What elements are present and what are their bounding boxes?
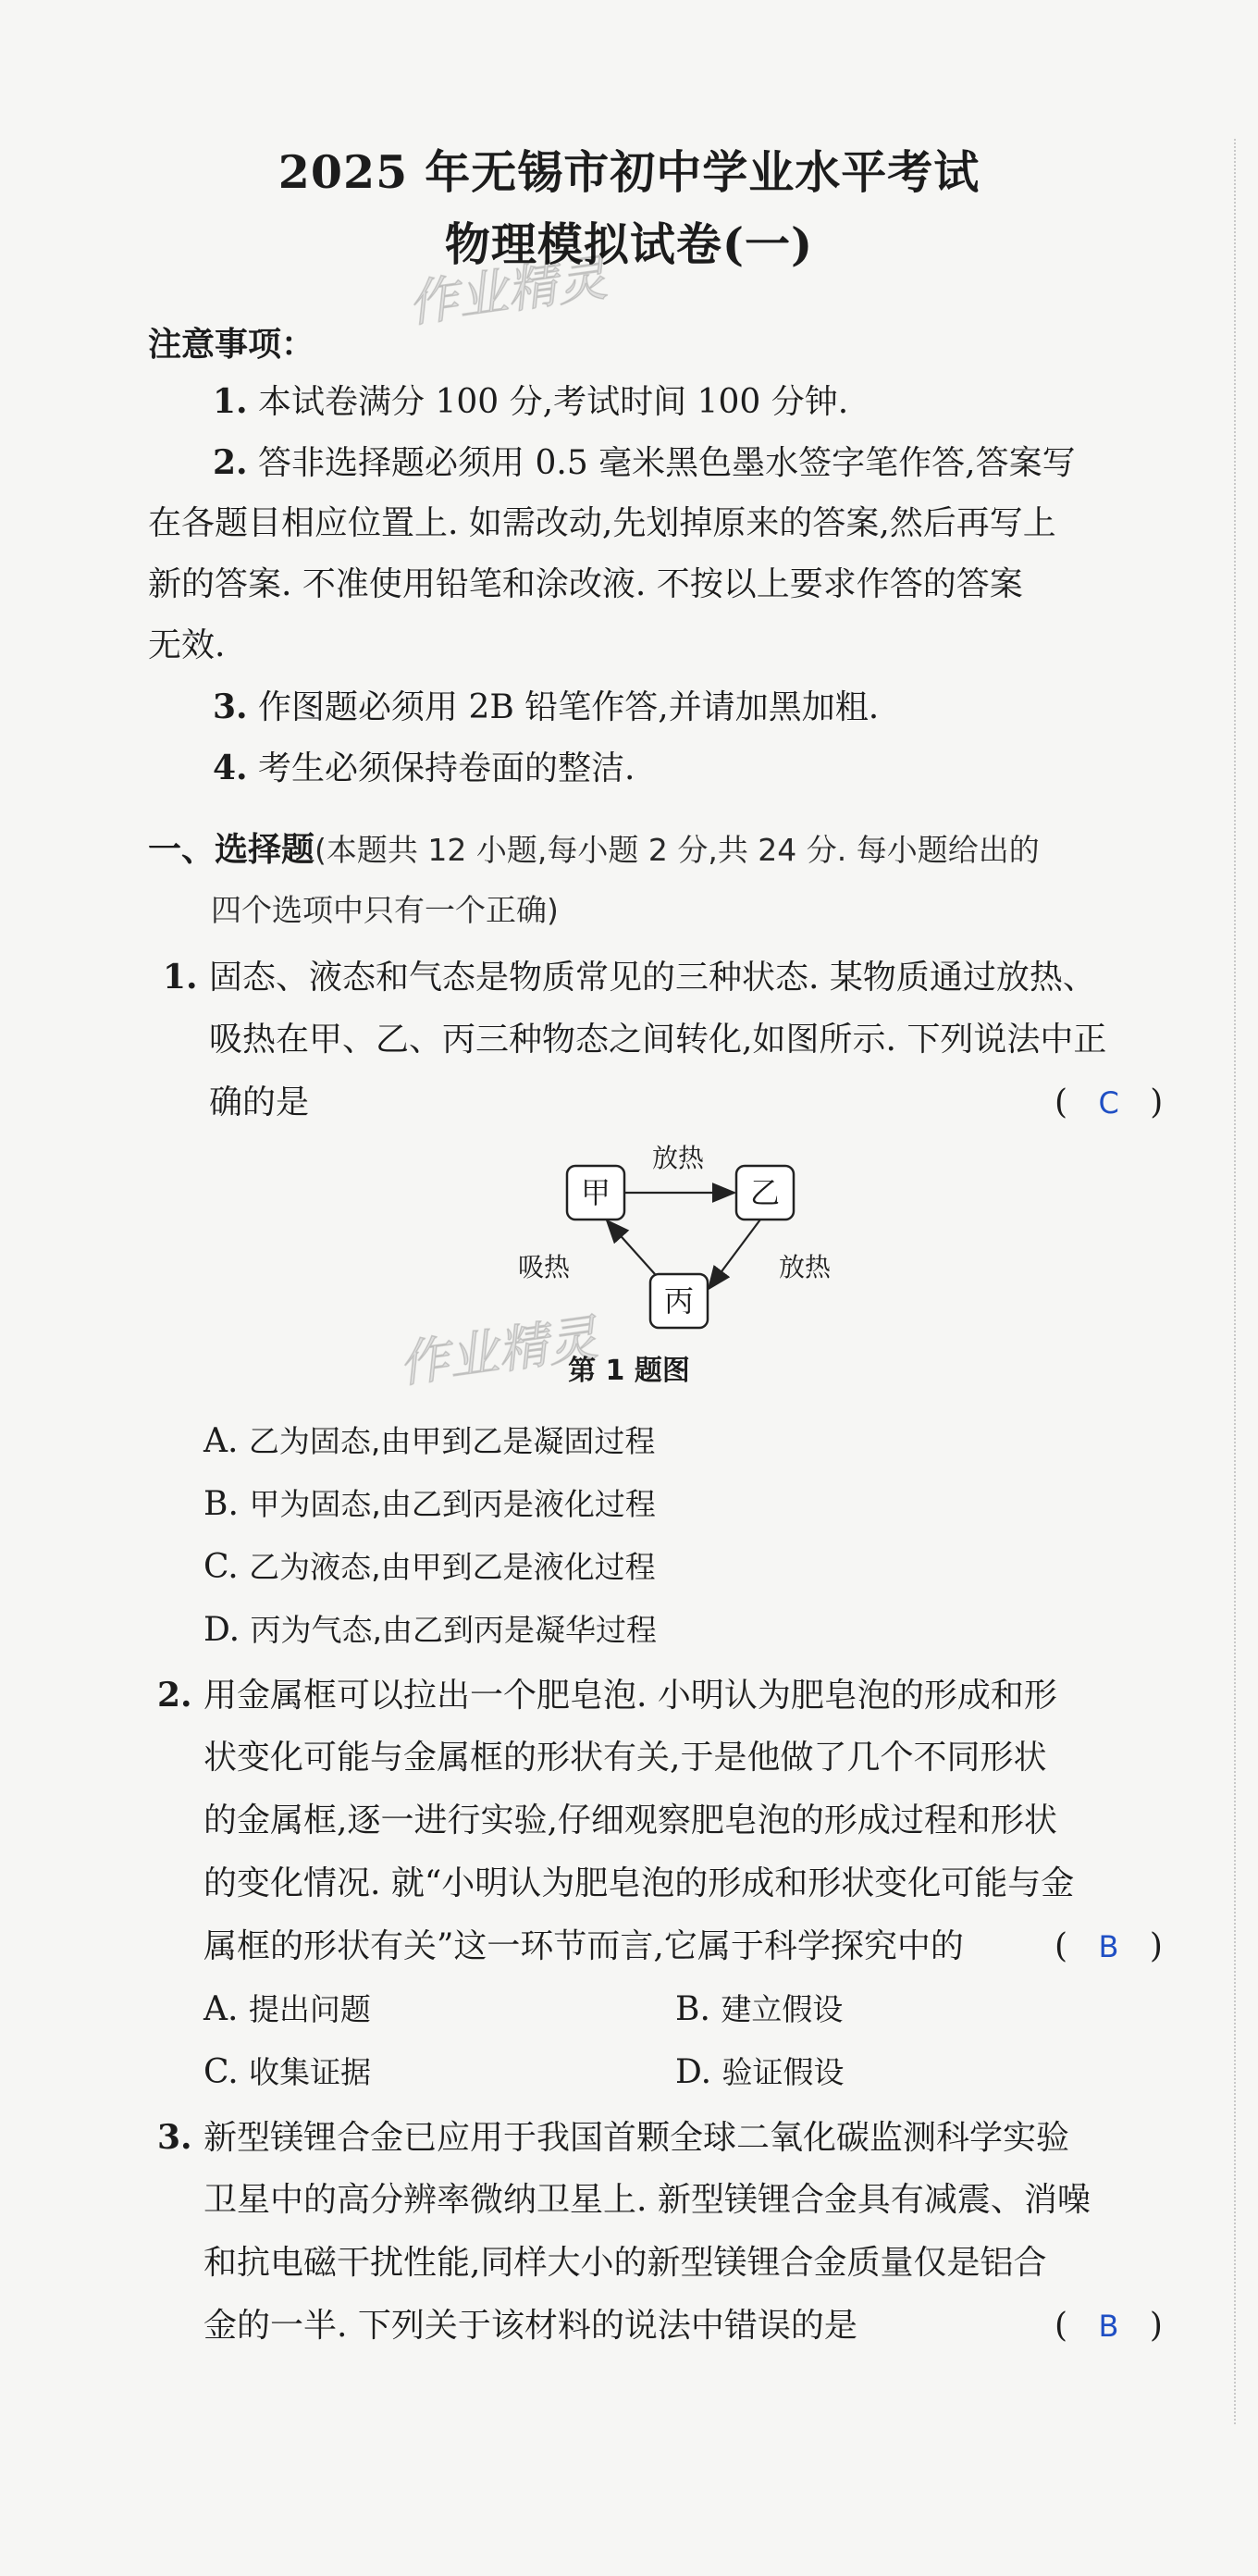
answer-slot	[1054, 1926, 1163, 1967]
notice-item-3	[213, 687, 879, 728]
paren-close: )	[1149, 1927, 1163, 1965]
option-letter: D.	[204, 1611, 240, 1649]
option-text: 乙为液态,由甲到乙是液化过程	[249, 1549, 656, 1585]
node-a-label: 甲	[580, 1175, 611, 1210]
option-text: 提出问题	[248, 1991, 371, 2027]
notice-item-num: 3.	[213, 687, 248, 726]
notice-item-num: 2.	[213, 443, 248, 482]
option-d	[204, 1610, 657, 1651]
label-b-to-c: 放热	[779, 1252, 832, 1282]
option-text: 收集证据	[249, 2054, 372, 2090]
option-letter: B.	[204, 1485, 239, 1523]
option-text: 建立假设	[721, 1991, 844, 2027]
watermark-logo: 作业精灵	[404, 248, 610, 334]
notice-item-text: 考生必须保持卷面的整洁.	[258, 749, 635, 787]
section-heading	[148, 829, 1040, 871]
question-1	[163, 957, 1096, 998]
node-b-label: 乙	[749, 1175, 781, 1210]
question-2-cont: 属框的形状有关”这一环节而言,它属于科学探究中的	[204, 1927, 964, 1965]
margin-rule	[1234, 139, 1236, 2424]
answer-slot	[1054, 1083, 1163, 1123]
notice-item-text: 本试卷满分 100 分,考试时间 100 分钟.	[258, 383, 849, 421]
option-text: 乙为固态,由甲到乙是凝固过程	[248, 1423, 656, 1459]
notice-item-text: 答非选择题必须用 0.5 毫米黑色墨水签字笔作答,答案写	[258, 444, 1076, 482]
question-text: 用金属框可以拉出一个肥皂泡. 小明认为肥皂泡的形成和形	[204, 1677, 1057, 1715]
option-letter: C.	[204, 2053, 239, 2091]
option-text: 丙为气态,由乙到丙是凝华过程	[250, 1612, 657, 1648]
node-c-label: 丙	[663, 1283, 695, 1319]
question-text: 新型镁锂合金已应用于我国首颗全球二氧化碳监测科学实验	[204, 2119, 1070, 2157]
option-b	[204, 1484, 656, 1525]
question-3-cont: 卫星中的高分辨率微纳卫星上. 新型镁锂合金具有减震、消噪	[204, 2181, 1091, 2219]
answer-letter: B	[1098, 2309, 1119, 2344]
exam-subtitle: 物理模拟试卷(一)	[444, 217, 814, 271]
arrow-b-to-c	[709, 1220, 760, 1289]
option-letter: A.	[204, 1422, 239, 1460]
option-c	[204, 2052, 371, 2093]
question-2-cont: 状变化可能与金属框的形状有关,于是他做了几个不同形状	[204, 1739, 1047, 1777]
question-num: 2.	[157, 1676, 192, 1715]
section-label: 一、选择题	[148, 830, 315, 869]
section-desc: (本题共 12 小题,每小题 2 分,共 24 分. 每小题给出的	[314, 832, 1040, 868]
option-a	[204, 1989, 371, 2030]
question-text: 固态、液态和气态是物质常见的三种状态. 某物质通过放热、	[209, 959, 1096, 997]
option-text: 甲为固态,由乙到丙是液化过程	[249, 1486, 656, 1522]
option-letter: D.	[675, 2053, 712, 2091]
paren-open: (	[1054, 1927, 1068, 1965]
option-a	[204, 1421, 655, 1462]
paren-close: )	[1150, 1084, 1164, 1121]
paren-open: (	[1054, 1084, 1068, 1121]
figure-caption: 第 1 题图	[568, 1355, 690, 1387]
paren-close: )	[1149, 2307, 1163, 2345]
question-3-cont: 和抗电磁干扰性能,同样大小的新型镁锂合金质量仅是铝合	[204, 2244, 1047, 2282]
answer-slot	[1054, 2306, 1163, 2347]
option-c	[204, 1547, 656, 1588]
notice-item-text: 作图题必须用 2B 铅笔作答,并请加黑加粗.	[258, 688, 880, 726]
option-d	[675, 2052, 844, 2093]
notice-item-1	[213, 381, 848, 423]
notice-item-num: 4.	[213, 749, 248, 787]
label-c-to-a: 吸热	[518, 1252, 571, 1282]
paren-open: (	[1054, 2307, 1068, 2345]
answer-letter: B	[1098, 1929, 1119, 1964]
question-3-cont: 金的一半. 下列关于该材料的说法中错误的是	[204, 2307, 857, 2345]
notice-item-2-cont: 在各题目相应位置上. 如需改动,先划掉原来的答案,然后再写上	[148, 504, 1056, 542]
question-num: 1.	[163, 958, 198, 997]
option-letter: C.	[204, 1548, 239, 1586]
notice-item-2	[213, 442, 1076, 484]
option-b	[675, 1989, 843, 2030]
section-desc-cont: 四个选项中只有一个正确)	[211, 892, 559, 928]
arrow-c-to-a	[607, 1220, 655, 1274]
question-2-cont: 的金属框,逐一进行实验,仔细观察肥皂泡的形成过程和形状	[204, 1802, 1057, 1839]
option-text: 验证假设	[722, 2054, 845, 2090]
answer-letter: C	[1098, 1085, 1119, 1121]
question-2-cont: 的变化情况. 就“小明认为肥皂泡的形成和形状变化可能与金	[204, 1864, 1075, 1902]
option-letter: A.	[204, 1990, 239, 2028]
label-a-to-b: 放热	[651, 1143, 705, 1173]
notice-item-2-cont: 新的答案. 不准使用铅笔和涂改液. 不按以上要求作答的答案	[148, 565, 1023, 603]
notice-item-2-cont: 无效.	[148, 626, 226, 664]
option-letter: B.	[675, 1990, 710, 2028]
question-3	[157, 2117, 1069, 2159]
notice-item-4	[213, 748, 635, 789]
notice-heading: 注意事项：	[148, 325, 315, 364]
question-1-cont: 确的是	[209, 1084, 310, 1121]
watermark-logo: 作业精灵	[395, 1308, 601, 1394]
question-1-cont: 吸热在甲、乙、丙三种物态之间转化,如图所示. 下列说法中正	[209, 1021, 1107, 1059]
question-num: 3.	[157, 2118, 192, 2157]
notice-item-num: 1.	[213, 382, 248, 421]
question-2	[157, 1675, 1057, 1716]
exam-title: 2025 年无锡市初中学业水平考试	[278, 145, 980, 199]
